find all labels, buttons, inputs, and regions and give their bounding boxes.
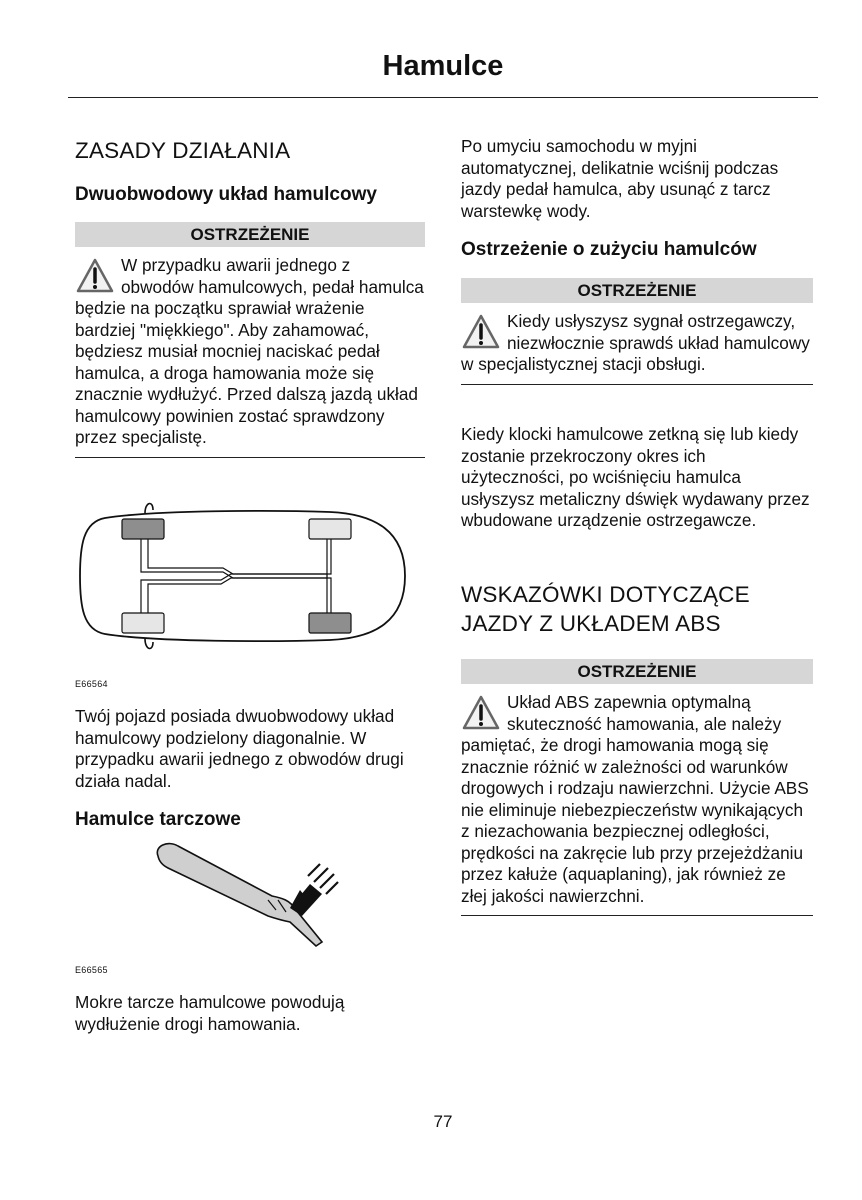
brake-disc-shape [157, 844, 322, 946]
warning-triangle-icon [461, 694, 501, 732]
wet-brake-disc-illustration [150, 838, 350, 948]
subheading-disc-brakes: Hamulce tarczowe [75, 809, 241, 830]
page-title: Hamulce [382, 50, 504, 82]
warning-label: OSTRZEŻENIE [461, 278, 813, 303]
page-number: 77 [433, 1112, 453, 1131]
wheel-front-left [122, 519, 164, 539]
paragraph-brake-pads: Kiedy klocki hamulcowe zetkną się lub kiedy zostanie przekroczony okres ich użyteczności, po wciśnięciu hamulca usłyszysz metaliczny dświęk wydawany przez wbudowane urządzenie ostrzegawcze. [461, 424, 810, 530]
warning-triangle-icon [461, 313, 501, 351]
subheading-dual-circuit: Dwuobwodowy układ hamulcowy [75, 184, 377, 205]
figure-caption: E66564 [75, 679, 108, 689]
mirror-right [145, 639, 153, 648]
mirror-left [145, 504, 153, 513]
section-heading-operating-principles: ZASADY DZIAŁANIA [75, 138, 291, 163]
warning-text: Kiedy usłyszysz sygnał ostrzegawczy, niezwłocznie sprawdś układ hamulcowy w specjalistycznej stacji obsługi. [461, 311, 810, 374]
warning-box-brake-wear [461, 278, 813, 385]
figure-caption: E66565 [75, 965, 108, 975]
title-divider [68, 97, 818, 98]
warning-label: OSTRZEŻENIE [461, 659, 813, 684]
diagonal-brake-circuit-diagram [75, 496, 415, 656]
warning-text: W przypadku awarii jednego z obwodów hamulcowych, pedał hamulca będzie na początku sprawiał wrażenie bardziej "miękkiego". Aby zahamować, będziesz musiał mocniej naciskać pedał hamulca, a droga hamowania może się znacznie wydłużyć. Przed dalszą jazdą układ hamulcowy powinien zostać sprawdzony przez specjalistę. [75, 255, 424, 447]
wheel-front-right [122, 613, 164, 633]
subheading-brake-wear-warning: Ostrzeżenie o zużyciu hamulców [461, 239, 757, 260]
brake-lines [141, 538, 331, 614]
wheel-rear-right [309, 613, 351, 633]
paragraph-diagonal-split: Twój pojazd posiada dwuobwodowy układ hamulcowy podzielony diagonalnie. W przypadku awarii jednego z obwodów drugi działa nadal. [75, 706, 404, 791]
warning-triangle-icon [75, 257, 115, 295]
warning-label: OSTRZEŻENIE [75, 222, 425, 247]
wheel-rear-left [309, 519, 351, 539]
warning-box-dual-circuit [75, 222, 425, 458]
warning-box-abs [461, 659, 813, 916]
warning-text: Układ ABS zapewnia optymalną skuteczność hamowania, ale należy pamiętać, że drogi hamowania mogą się znacznie różnić w zależności od warunków drogowych i rodzaju nawierzchni. Użycie ABS nie eliminuje niebezpieczeństw wynikających z niezachowania bezpiecznej odległości, prędkości na zakręcie lub przy przejeżdżaniu przez kałuże (aquaplaning), jak również ze złej jakości nawierzchni. [461, 692, 809, 906]
paragraph-car-wash: Po umyciu samochodu w myjni automatycznej, delikatnie wciśnij podczas jazdy pedał hamulca, aby usunąć z tarcz warstewkę wody. [461, 136, 779, 221]
paragraph-wet-discs: Mokre tarcze hamulcowe powodują wydłużenie drogi hamowania. [75, 992, 345, 1034]
section-heading-abs-tips: WSKAZÓWKI DOTYCZĄCE JAZDY Z UKŁADEM ABS [461, 582, 750, 636]
